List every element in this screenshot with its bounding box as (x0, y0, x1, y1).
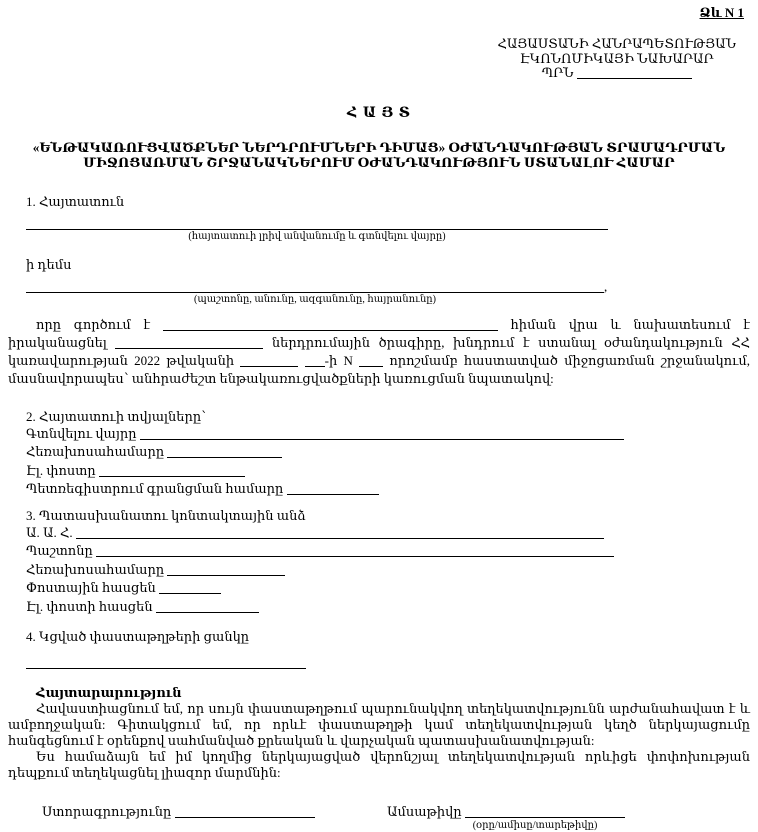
date-blank (465, 805, 625, 818)
field-row-contact-position (26, 542, 750, 561)
field-row-contact-email (26, 598, 750, 617)
field-row-phone (26, 443, 750, 462)
decision-number-blank (359, 354, 383, 367)
program-name-blank (115, 336, 263, 349)
field-label: Պաշտոնը (26, 543, 93, 558)
addressee-line-1: ՀԱՅԱՍՏԱՆԻ ՀԱՆՐԱՊԵՏՈՒԹՅԱՆ (497, 36, 736, 51)
field-row-contact-phone (26, 561, 750, 580)
field-row-email (26, 462, 750, 481)
request-text-5: որոշմամբ հաստատված միջոցառման շրջանակում, մասնավորապես՝ անհրաժեշտ ենթակառուցվածքների կառուցման նպատակով: (8, 352, 750, 386)
section-4-heading: 4. Կցված փաստաթղթերի ցանկը (26, 629, 250, 644)
email-blank (99, 464, 245, 477)
contact-postal-address-blank (159, 581, 221, 594)
salutation-label: ՊՐՆ (541, 65, 574, 80)
field-label: Հեռախոսահամարը (26, 444, 165, 459)
signature-label: Ստորագրությունը (42, 804, 172, 819)
signature-row (42, 803, 750, 831)
contact-email-blank (156, 600, 259, 613)
addressee-block (497, 37, 736, 81)
representative-caption: (պաշտոնը, անունը, ազգանունը, հայրանունը) (193, 293, 436, 305)
decision-month-blank (240, 354, 298, 367)
attached-documents-blank (26, 645, 306, 669)
date-format-caption: (օրը/ամիսը/տարեթիվը) (472, 820, 598, 831)
subtitle-line-1: «ԵՆԹԱԿԱՌՈՒՑՎԱԾՔՆԵՐ ՆԵՐԴՐՈՒՄՆԵՐԻ ԴԻՄԱՑ» ՕԺԱՆԴԱԿՈՒԹՅԱՆ ՏՐԱՄԱԴՐՄԱՆ (32, 139, 726, 155)
document-subtitle (8, 140, 750, 171)
declaration-heading: Հայտարարություն (36, 685, 182, 700)
field-row-location (26, 425, 750, 444)
request-text-3: ներդրումային ծրագիրը, խնդրում է ստանալ օժանդակություն ՀՀ կառավարության 2022 թվականի (8, 334, 751, 368)
legal-basis-blank (163, 318, 498, 331)
state-register-number-blank (287, 482, 379, 495)
addressee-salutation-row (497, 66, 736, 81)
signature-blank (175, 805, 315, 818)
field-label: Հեռախոսահամարը (26, 561, 165, 577)
field-label: Ա. Ա. Հ. (26, 524, 73, 540)
field-row-state-register (26, 480, 750, 499)
addressee-line-2: ԷԿՈՆՈՄԻԿԱՅԻ ՆԱԽԱՐԱՐ (519, 50, 714, 66)
section-3-heading: 3. Պատասխանատու կոնտակտային անձ (26, 507, 306, 523)
request-text-1: որը գործում է (36, 316, 151, 332)
trailing-comma: , (604, 278, 608, 294)
declaration-paragraph-2: Ես համաձայն եմ իմ կողմից ներկայացված վերոնշյալ տեղեկատվության որևիցե փոփոխության դեպքում տեղեկացնել լիազոր մարմնին: (8, 749, 750, 780)
decision-day-blank (305, 354, 325, 367)
date-label: Ամսաթիվը (387, 804, 462, 819)
field-label: Պետռեգիստրում գրանցման համարը (26, 481, 284, 496)
signature-field (42, 803, 387, 820)
contact-name-blank (76, 526, 604, 539)
representative-blank (26, 273, 604, 293)
minister-name-blank (577, 66, 692, 79)
request-paragraph (8, 316, 750, 388)
field-label: Գտնվելու վայրը (26, 425, 137, 441)
date-field (387, 803, 625, 831)
field-row-contact-name (26, 524, 750, 543)
request-text-2: հիման վրա և նախատեսում է իրականացնել (8, 316, 750, 350)
field-label: Փոստային հասցեն (26, 580, 156, 595)
form-number: Ձև N 1 (699, 5, 744, 20)
in-person-label: ի դեմս (26, 256, 72, 272)
section-2-heading: 2. Հայտատուի տվյալները՝ (26, 408, 206, 424)
field-label: Էլ. փոստը (26, 462, 96, 478)
contact-position-blank (96, 544, 614, 557)
phone-blank (167, 445, 282, 458)
applicant-name-blank (26, 210, 608, 230)
section-1-heading: 1. Հայտատուն (26, 193, 125, 209)
request-text-4: -ի N (324, 352, 353, 368)
document-title: Հ Ա Յ Տ (347, 105, 411, 121)
representative-line-row (26, 273, 750, 293)
location-blank (140, 427, 624, 440)
contact-phone-blank (167, 563, 285, 576)
field-label: Էլ. փոստի հասցեն (26, 598, 153, 614)
applicant-caption: (հայտատուի լրիվ անվանումը և գտնվելու վայրը) (188, 230, 446, 242)
declaration-paragraph-1: Հավաստիացնում եմ, որ սույն փաստաթղթում պարունակվող տեղեկատվությունն արժանահավատ է և ամբողջական: Գիտակցում եմ, որ որևէ փաստաթղթի կամ տեղեկատվության կեղծ ներկայացումը հանգեցնում է օրենքով սահմանված քրեական և վարչական պատասխանատվության: (8, 701, 750, 748)
subtitle-line-2: ՄԻՋՈՑԱՌՄԱՆ ՇՐՋԱՆԱԿՆԵՐՈՒՄ ՕԺԱՆԴԱԿՈՒԹՅՈՒՆ ՍՏԱՆԱԼՈՒ ՀԱՄԱՐ (83, 155, 675, 170)
field-row-contact-postal (26, 579, 750, 598)
